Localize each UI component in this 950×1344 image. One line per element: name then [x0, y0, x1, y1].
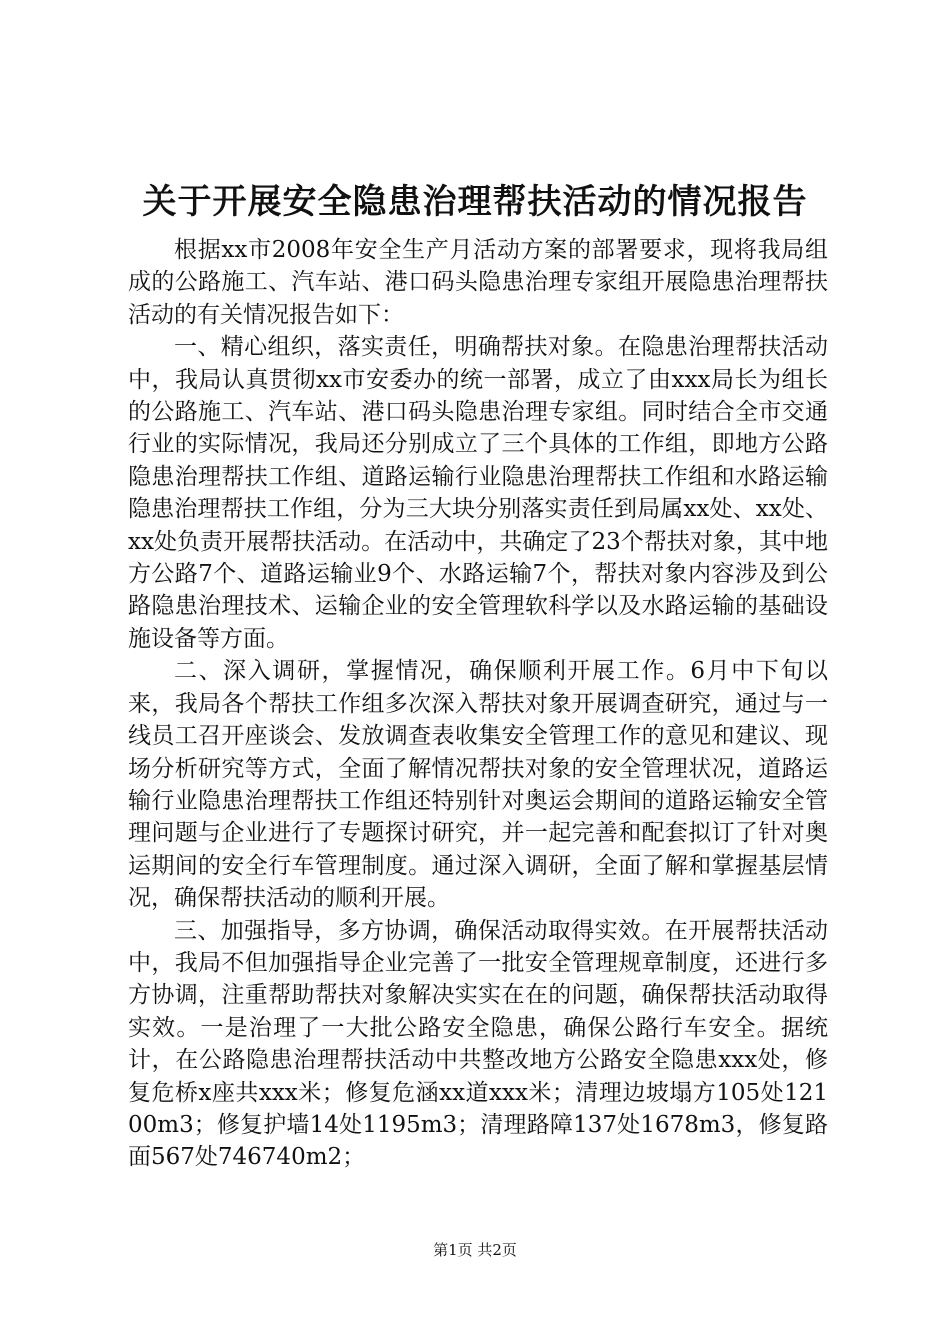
- paragraph-section-2: 二、深入调研，掌握情况，确保顺利开展工作。6月中下旬以来，我局各个帮扶工作组多次深入帮扶对象开展调查研究，通过与一线员工召开座谈会、发放调查表收集安全管理工作的意见和建议、现场分析研究等方式，全面了解情况帮扶对象的安全管理状况，道路运输行业隐患治理帮扶工作组还特别针对奥运会期间的道路运输安全管理问题与企业进行了专题探讨研究，并一起完善和配套拟订了针对奥运期间的安全行车管理制度。通过深入调研，全面了解和掌握基层情况，确保帮扶活动的顺利开展。: [128, 658, 828, 912]
- document-title: 关于开展安全隐患治理帮扶活动的情况报告: [142, 182, 808, 222]
- paragraph-intro: 根据xx市2008年安全生产月活动方案的部署要求，现将我局组成的公路施工、汽车站、港口码头隐患治理专家组开展隐患治理帮扶活动的有关情况报告如下：: [128, 237, 828, 328]
- page-number-footer: 第1页 共2页: [433, 1241, 517, 1259]
- paragraph-section-1: 一、精心组织，落实责任，明确帮扶对象。在隐患治理帮扶活动中，我局认真贯彻xx市安委办的统一部署，成立了由xxx局长为组长的公路施工、汽车站、港口码头隐患治理专家组。同时结合全市交通行业的实际情况，我局还分别成立了三个具体的工作组，即地方公路隐患治理帮扶工作组、道路运输行业隐患治理帮扶工作组和水路运输隐患治理帮扶工作组，分为三大块分别落实责任到局属xx处、xx处、xx处负责开展帮扶活动。在活动中，共确定了23个帮扶对象，其中地方公路7个、道路运输业9个、水路运输7个，帮扶对象内容涉及到公路隐患治理技术、运输企业的安全管理软科学以及水路运输的基础设施设备等方面。: [128, 334, 828, 652]
- paragraph-section-3: 三、加强指导，多方协调，确保活动取得实效。在开展帮扶活动中，我局不但加强指导企业完善了一批安全管理规章制度，还进行多方协调，注重帮助帮扶对象解决实实在在的问题，确保帮扶活动取得实效。一是治理了一大批公路安全隐患，确保公路行车安全。据统计，在公路隐患治理帮扶活动中共整改地方公路安全隐患xxx处，修复危桥x座共xxx米；修复危涵xx道xxx米；清理边坡塌方105处12100m3；修复护墙14处1195m3；清理路障137处1678m3，修复路面567处746740m2；: [128, 917, 828, 1171]
- document-body: [128, 234, 828, 1174]
